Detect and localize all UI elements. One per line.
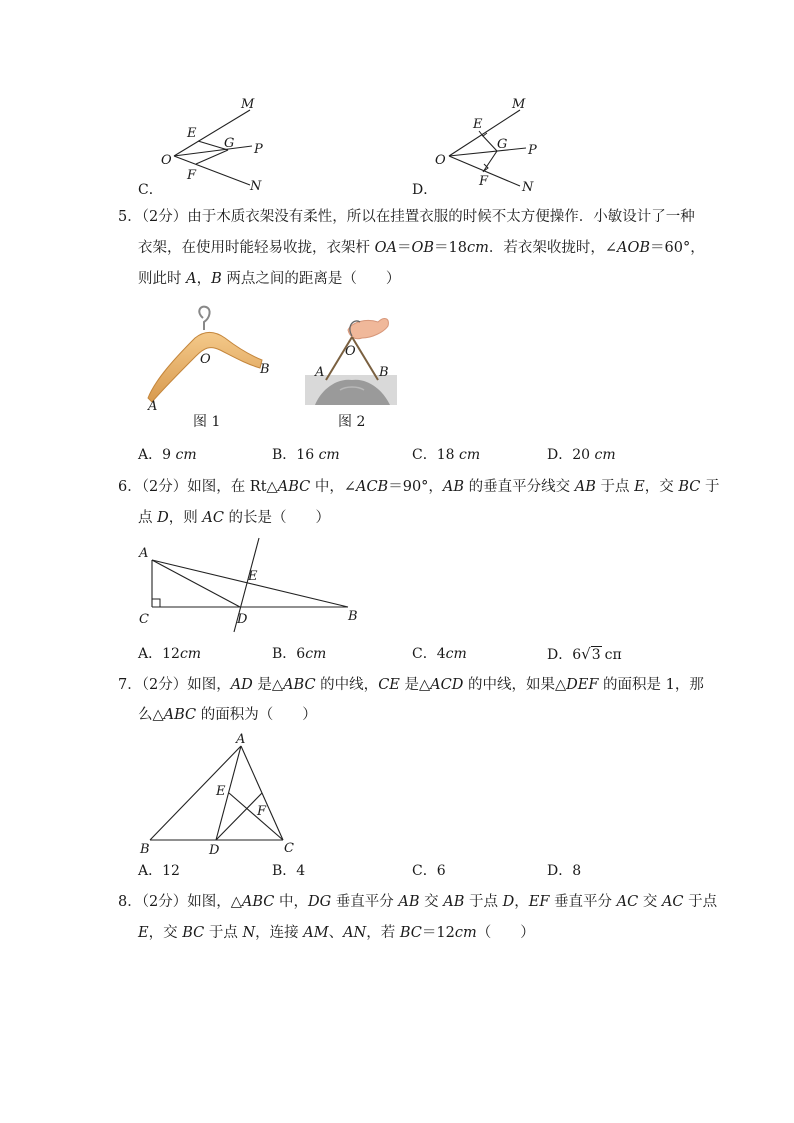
q7-line-1: 7．（2分）如图，AD 是△ABC 的中线，CE 是△ACD 的中线，如果△DEF 的面积是 1，那 (118, 677, 704, 693)
label-P: P (254, 142, 263, 157)
label-E: E (187, 126, 197, 141)
label-B: B (140, 842, 150, 857)
label-A: A (148, 399, 158, 414)
q5-option-d[interactable]: D．20 cm (547, 447, 616, 463)
label-G: G (224, 136, 235, 151)
sqrt-sign: √ (581, 645, 591, 663)
label-F: F (257, 804, 267, 819)
label-G: G (497, 137, 508, 152)
label-A: A (236, 732, 246, 747)
label-M: M (512, 97, 526, 112)
label-A: A (139, 546, 149, 561)
label-E: E (216, 784, 226, 799)
q7-option-a[interactable]: A．12 (138, 863, 180, 879)
label-B: B (379, 365, 389, 380)
label-B: B (348, 609, 358, 624)
q6-option-c[interactable]: C．4cm (412, 646, 467, 662)
label-D: D (209, 843, 220, 858)
q5-line-1: 5．（2分）由于木质衣架没有柔性，所以在挂置衣服的时候不太方便操作．小敏设计了一种 (118, 209, 695, 225)
label-E: E (473, 117, 483, 132)
q8-line-2: E，交 BC 于点 N，连接 AM、AN，若 BC＝12cm（ ） (138, 925, 535, 941)
label-E: E (248, 569, 258, 584)
q5-option-a[interactable]: A．9 cm (138, 447, 197, 463)
label-C: C (139, 612, 149, 627)
q8-line-1: 8．（2分）如图，△ABC 中，DG 垂直平分 AB 交 AB 于点 D，EF 垂直平分 AC 交 AC 于点 (118, 894, 718, 910)
label-C: C (284, 841, 294, 856)
label-N: N (522, 180, 534, 195)
q5-line-3: 则此时 A，B 两点之间的距离是（ ） (138, 271, 401, 287)
q5-option-c[interactable]: C．18 cm (412, 447, 481, 463)
label-F: F (187, 168, 197, 183)
q7-option-c[interactable]: C．6 (412, 863, 446, 879)
figure-2-caption: 图 2 (338, 414, 366, 430)
option-letter: C． (138, 182, 163, 198)
figure-1-caption: 图 1 (193, 414, 221, 430)
q7-line-2: 么△ABC 的面积为（ ） (138, 707, 317, 723)
label-O: O (345, 344, 356, 359)
label-M: M (241, 97, 255, 112)
label-F: F (479, 174, 489, 189)
q5-option-b[interactable]: B．16 cm (272, 447, 340, 463)
q6-option-b[interactable]: B．6cm (272, 646, 327, 662)
q6-option-a[interactable]: A．12cm (138, 646, 202, 662)
q6-line-2: 点 D，则 AC 的长是（ ） (138, 510, 331, 526)
q6-line-1: 6．（2分）如图，在 Rt△ABC 中，∠ACB＝90°，AB 的垂直平分线交 AB 于点 E，交 BC 于 (118, 479, 720, 495)
q5-line-2: 衣架，在使用时能轻易收拢，衣架杆 OA＝OB＝18cm．若衣架收拢时，∠AOB＝60°， (138, 240, 705, 256)
label-B: B (260, 362, 270, 377)
label-O: O (435, 153, 446, 168)
q7-option-b[interactable]: B．4 (272, 863, 306, 879)
label-O: O (161, 153, 172, 168)
label-P: P (528, 143, 537, 158)
label-O: O (200, 352, 211, 367)
q7-option-d[interactable]: D．8 (547, 863, 582, 879)
label-A: A (315, 365, 325, 380)
option-letter: D． (412, 182, 438, 198)
label-D: D (237, 612, 248, 627)
label-N: N (250, 179, 262, 194)
q6-option-d[interactable]: D．6√3 cπ (547, 645, 622, 663)
